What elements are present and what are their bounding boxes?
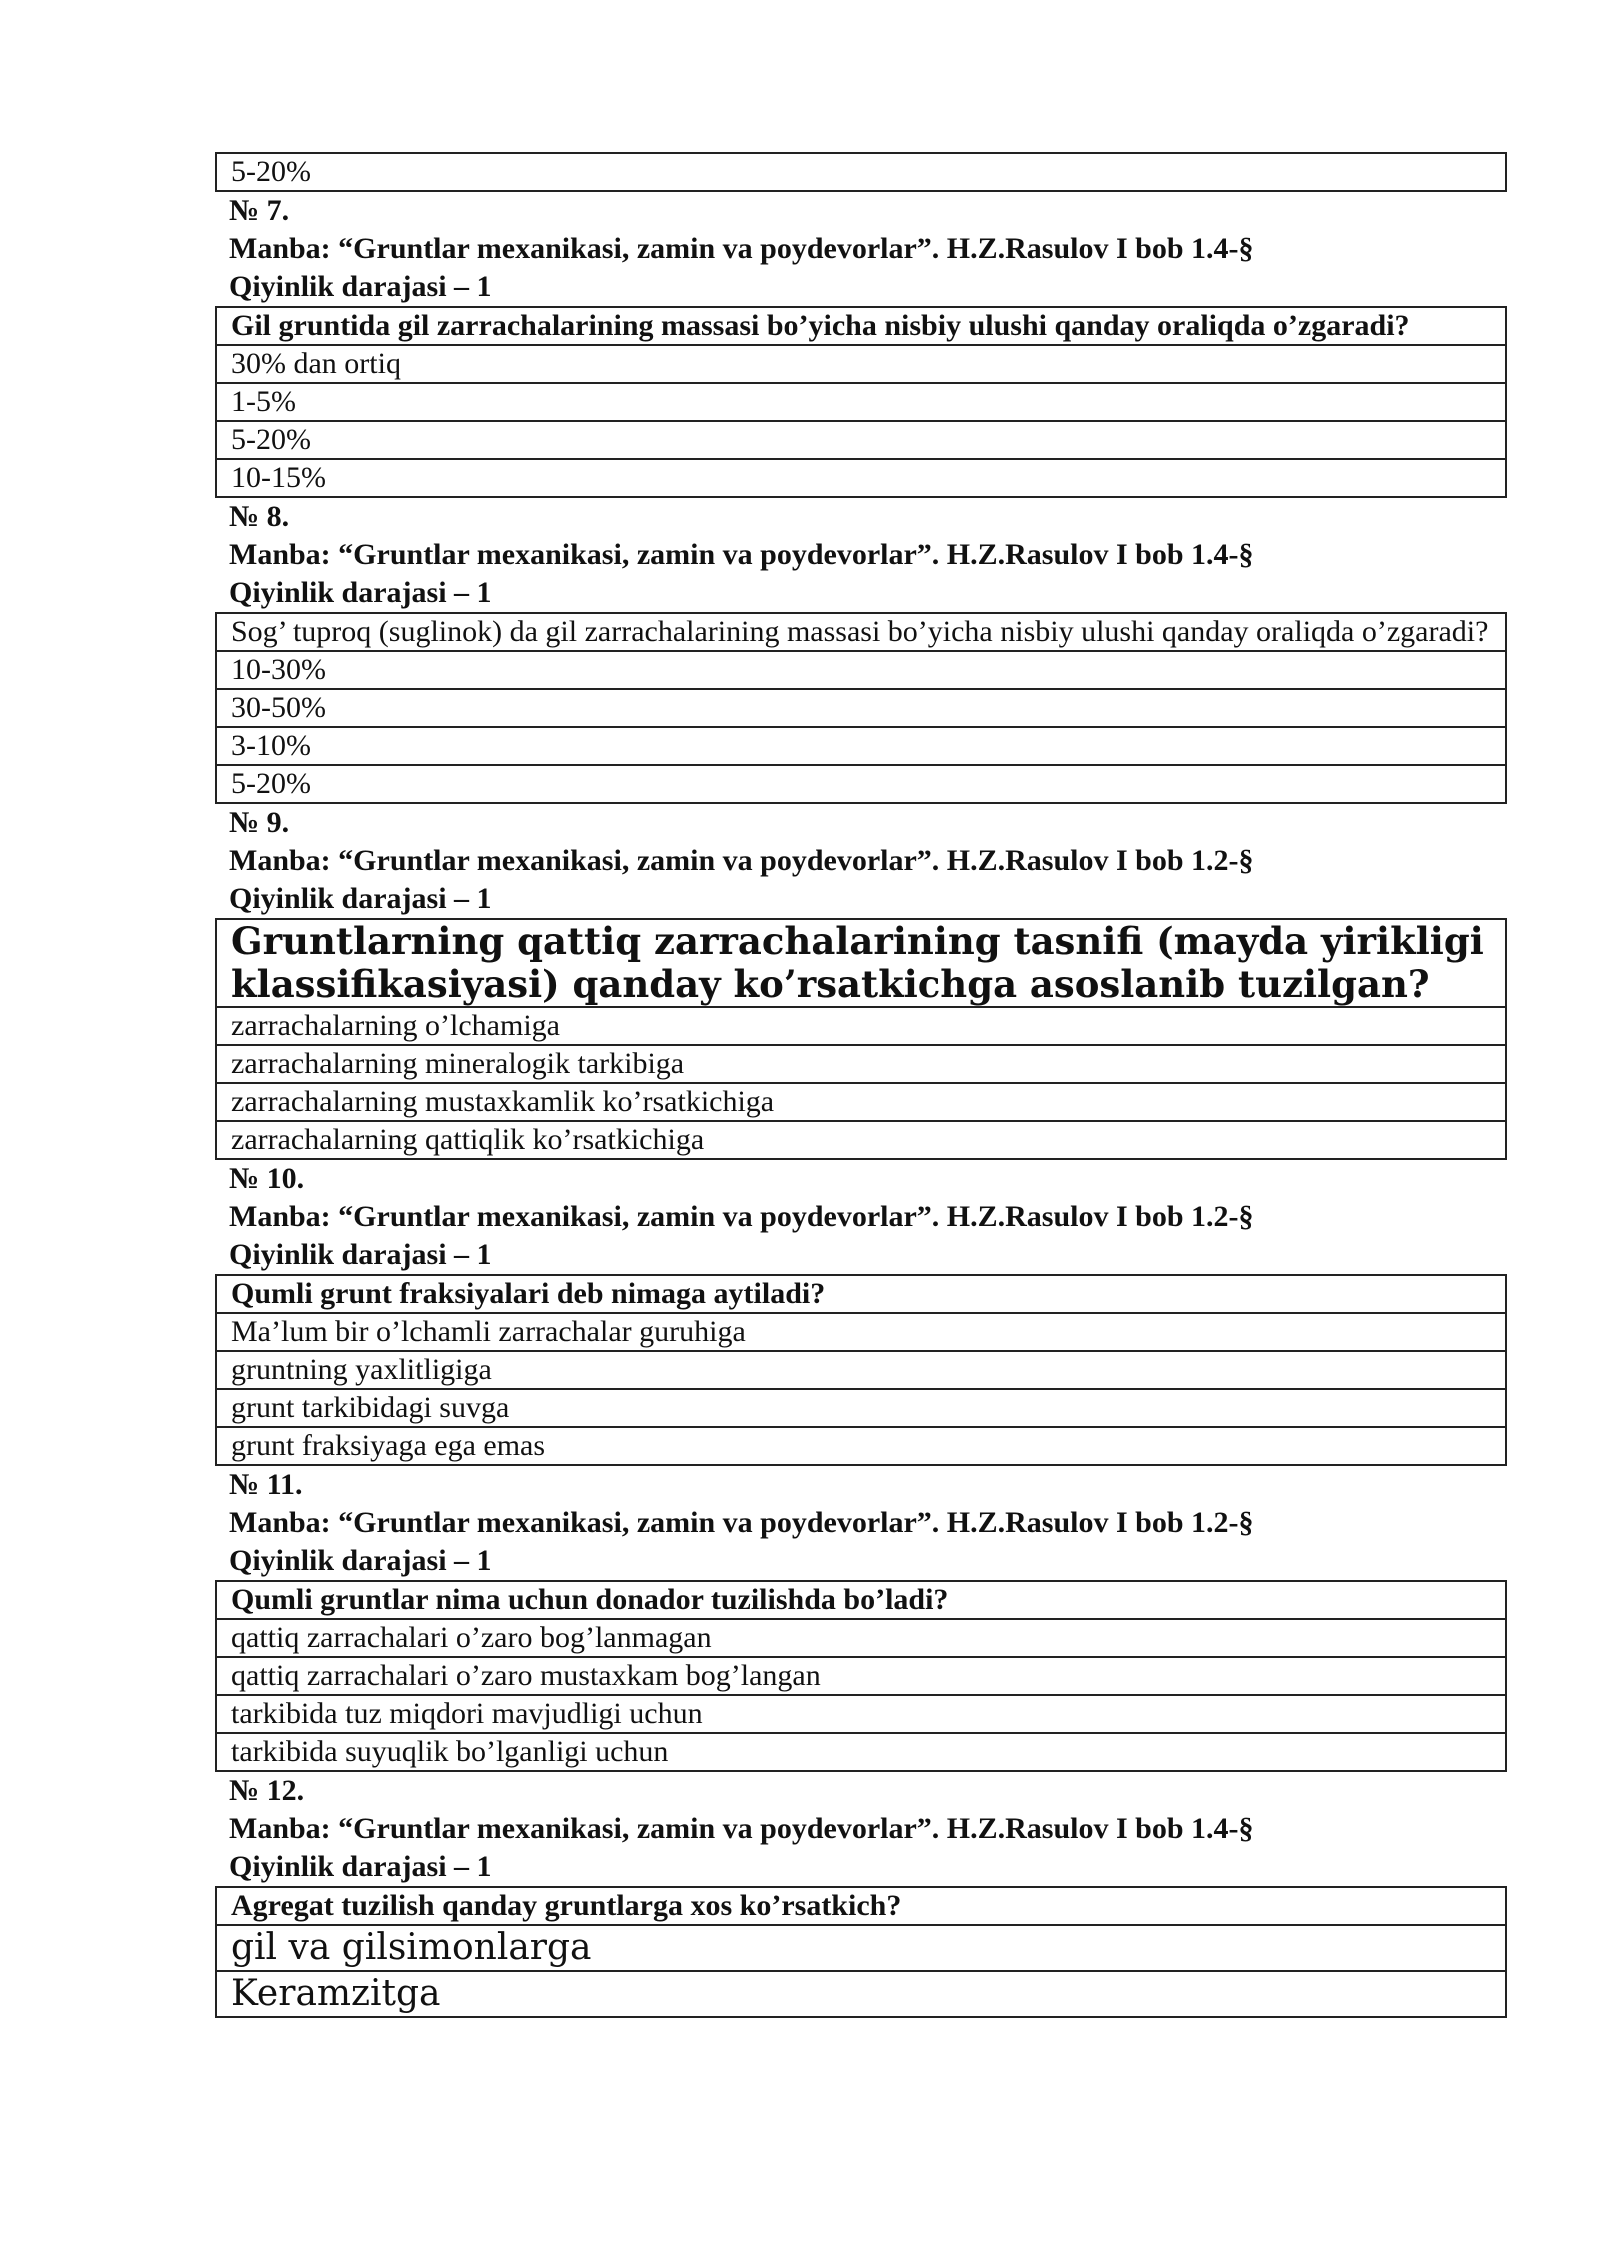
answer-option: Ma’lum bir o’lchamli zarrachalar guruhiga [217, 1312, 1505, 1350]
answer-option: zarrachalarning qattiqlik ko’rsatkichiga [217, 1120, 1505, 1158]
source-section: 1.4-§ [1191, 1812, 1254, 1845]
question-table [215, 1886, 1507, 2018]
answer-option: gruntning yaxlitligiga [217, 1350, 1505, 1388]
difficulty-level: Qiyinlik darajasi – 1 [229, 1850, 492, 1883]
question-text: Agregat tuzilish qanday gruntlarga xos ko’rsatkich? [231, 1889, 902, 1922]
question-number: № 11. [229, 1468, 303, 1501]
question-text: Gruntlarning qattiq zarrachalarining tasnifi (mayda yirikligi klassifikasiyasi) qanday ko’rsatkichga asoslanib tuzilgan? [231, 919, 1484, 1006]
previous-question-table [215, 152, 1507, 192]
answer-option: 5-20% [217, 764, 1505, 802]
answer-option: 3-10% [217, 726, 1505, 764]
question-table [215, 1580, 1507, 1772]
difficulty-level: Qiyinlik darajasi – 1 [229, 1544, 492, 1577]
question-text: Sog’ tuproq (suglinok) da gil zarrachalarining massasi bo’yicha nisbiy ulushi qanday oraliqda o’zgaradi? [231, 615, 1489, 648]
source-text: Manba: “Gruntlar mexanikasi, zamin va poydevorlar”. H.Z.Rasulov I bob [229, 1506, 1184, 1539]
answer-option: Keramzitga [217, 1970, 1505, 2016]
answer-option: tarkibida suyuqlik bo’lganligi uchun [217, 1732, 1505, 1770]
source-section: 1.4-§ [1191, 232, 1254, 265]
answer-option: 5-20% [217, 420, 1505, 458]
difficulty-level: Qiyinlik darajasi – 1 [229, 882, 492, 915]
answer-option: grunt tarkibidagi suvga [217, 1388, 1505, 1426]
question-block-9 [215, 804, 1507, 1160]
source-section: 1.2-§ [1191, 1506, 1254, 1539]
question-source [215, 842, 1507, 880]
question-number: № 9. [229, 806, 290, 839]
test-content [215, 152, 1507, 2018]
question-number: № 10. [229, 1162, 305, 1195]
question-text: Qumli gruntlar nima uchun donador tuzilishda bo’ladi? [231, 1583, 949, 1616]
question-table [215, 612, 1507, 804]
question-block-7 [215, 192, 1507, 498]
source-text: Manba: “Gruntlar mexanikasi, zamin va poydevorlar”. H.Z.Rasulov I bob [229, 232, 1184, 265]
answer-option: 30-50% [217, 688, 1505, 726]
question-table [215, 306, 1507, 498]
answer-option: 10-15% [217, 458, 1505, 496]
answer-option: qattiq zarrachalari o’zaro bog’lanmagan [217, 1618, 1505, 1656]
answer-option: zarrachalarning o’lchamiga [217, 1006, 1505, 1044]
question-source [215, 1198, 1507, 1236]
source-section: 1.2-§ [1191, 1200, 1254, 1233]
answer-option: gil va gilsimonlarga [217, 1924, 1505, 1970]
source-text: Manba: “Gruntlar mexanikasi, zamin va poydevorlar”. H.Z.Rasulov I bob [229, 844, 1184, 877]
question-number: № 7. [229, 194, 290, 227]
question-block-12 [215, 1772, 1507, 2018]
answer-option: tarkibida tuz miqdori mavjudligi uchun [217, 1694, 1505, 1732]
question-source [215, 1810, 1507, 1848]
question-number: № 8. [229, 500, 290, 533]
answer-option: qattiq zarrachalari o’zaro mustaxkam bog’langan [217, 1656, 1505, 1694]
difficulty-level: Qiyinlik darajasi – 1 [229, 270, 492, 303]
answer-option: 30% dan ortiq [217, 344, 1505, 382]
question-source [215, 230, 1507, 268]
answer-option: 10-30% [217, 650, 1505, 688]
question-block-10 [215, 1160, 1507, 1466]
answer-option: zarrachalarning mineralogik tarkibiga [217, 1044, 1505, 1082]
question-number: № 12. [229, 1774, 305, 1807]
question-block-8 [215, 498, 1507, 804]
source-text: Manba: “Gruntlar mexanikasi, zamin va poydevorlar”. H.Z.Rasulov I bob [229, 538, 1184, 571]
answer-option: 1-5% [217, 382, 1505, 420]
source-text: Manba: “Gruntlar mexanikasi, zamin va poydevorlar”. H.Z.Rasulov I bob [229, 1200, 1184, 1233]
difficulty-level: Qiyinlik darajasi – 1 [229, 1238, 492, 1271]
source-section: 1.2-§ [1191, 844, 1254, 877]
answer-option: zarrachalarning mustaxkamlik ko’rsatkichiga [217, 1082, 1505, 1120]
question-table [215, 918, 1507, 1160]
source-text: Manba: “Gruntlar mexanikasi, zamin va poydevorlar”. H.Z.Rasulov I bob [229, 1812, 1184, 1845]
question-text: Qumli grunt fraksiyalari deb nimaga aytiladi? [231, 1277, 826, 1310]
question-table [215, 1274, 1507, 1466]
source-section: 1.4-§ [1191, 538, 1254, 571]
answer-option: grunt fraksiyaga ega emas [217, 1426, 1505, 1464]
difficulty-level: Qiyinlik darajasi – 1 [229, 576, 492, 609]
question-block-11 [215, 1466, 1507, 1772]
answer-option: 5-20% [231, 155, 311, 188]
question-text: Gil gruntida gil zarrachalarining massasi bo’yicha nisbiy ulushi qanday oraliqda o’zgaradi? [231, 309, 1410, 342]
question-source [215, 1504, 1507, 1542]
question-source [215, 536, 1507, 574]
